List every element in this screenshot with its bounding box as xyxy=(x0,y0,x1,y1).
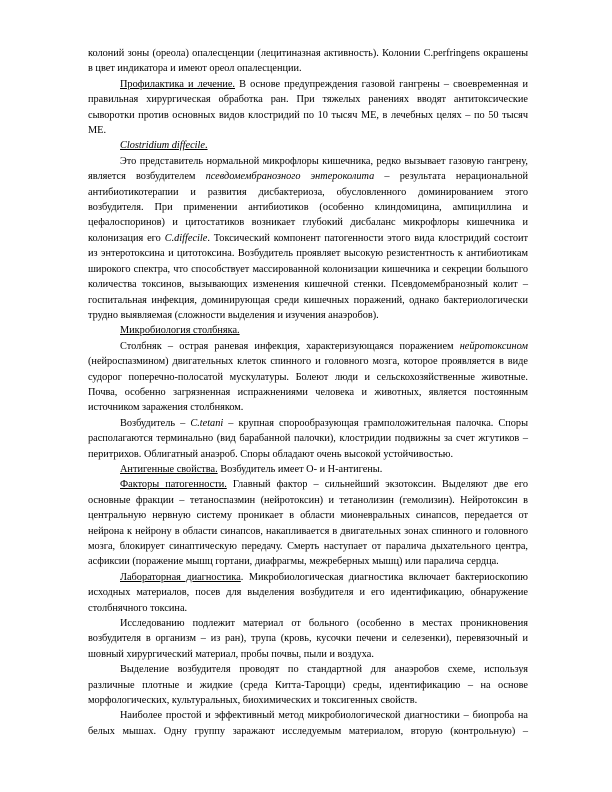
antigens-text: Возбудитель имеет О- и Н-антигены. xyxy=(217,463,383,475)
paragraph-diagnostics xyxy=(88,570,528,616)
section-heading-prevention: Профилактика и лечение. xyxy=(120,78,235,90)
paragraph-isolation: Выделение возбудителя проводят по стандартной для анаэробов схеме, используя различные плотные и жидкие (среда Китта-Тароцци) среды, идентификацию – на основе морфологических, культуральных, биохимических и токсигенных свойств. xyxy=(88,664,528,707)
pathogenicity-text: Главный фактор – сильнейший экзотоксин. Выделяют две его основные фракции – тетаноспазмин (нейротоксин) и тетанолизин (гемолизин). Нейротоксин в центральную нервную систему проникает в области мионевральных синапсов, передается от нейрона к нейрону в области синапсов, накапливается в двигательных зонах спинного и головного мозга, блокирует синаптическую передачу. Смерть наступает от паралича дыхательного центра, асфиксии (поражение мышц гортани, диафрагмы, межреберных мышц) или паралича сердца. xyxy=(88,479,528,568)
cdiff-italic-term: псевдомембранозного энтероколита xyxy=(205,171,375,183)
cdiff-text-3: . Токсический компонент патогенности этого вида клостридий состоит из энтеротоксина и цитотоксина. Возбудитель проявляет высокую резистентность к антибиотикам широкого спектра, что способствует массированной колонизации кишечника и секреции большого количества токсинов, вызывающих изменения кишечной стенки. Псевдомембранозный колит – госпитальная инфекция, доминирующая среди кишечных поражений, однако бактериологически трудно выявляемая (сложности выделения и изучения анаэробов). xyxy=(88,232,528,321)
paragraph-pathogen xyxy=(88,416,528,462)
tetanus-italic-term: нейротоксином xyxy=(459,340,528,352)
paragraph-materials: Исследованию подлежит материал от больного (особенно в местах проникновения возбудителя в организм – из ран), трупа (кровь, кусочки печени и селезенки), перевязочный и шовный хирургический материал, пробы почвы, пыли и воздуха. xyxy=(88,618,528,660)
cdiff-italic-species: C.diffecile xyxy=(164,232,208,244)
paragraph-pathogenicity xyxy=(88,477,528,569)
paragraph-antigens xyxy=(88,462,528,477)
paragraph-cdiff xyxy=(88,154,528,323)
pathogen-text-1: Возбудитель – xyxy=(120,417,191,429)
diagnostics-text: . Микробиологическая диагностика включает бактериоскопию исходных материалов, посев для выделения возбудителя и его идентификацию, обнаружение столбнячного токсина. xyxy=(88,571,528,614)
paragraph-colonies: колоний зоны (ореола) опалесценции (лецитиназная активность). Колонии C.perfringens окрашены в цвет индикатора и имеют ореол опалесценции. xyxy=(88,48,528,75)
section-heading-diagnostics: Лабораторная диагностика xyxy=(120,571,241,583)
paragraph-tetanus xyxy=(88,339,528,416)
tetanus-text-2: (нейроспазмином) двигательных клеток спинного и головного мозга, которое проявляется в виде судорог поперечно-полосатой мускулатуры. Болеют люди и сельскохозяйственные животные. Почва, особенно загрязненная испражнениями человека и животных, является постоянным источником заражения столбняком. xyxy=(88,356,528,414)
section-heading-cdiff: Clostridium diffecile xyxy=(120,140,205,152)
section-heading-tetanus: Микробиология столбняка. xyxy=(120,325,240,337)
paragraph-cdiff-heading xyxy=(88,138,528,153)
heading-dot: . xyxy=(204,140,208,152)
prevention-text: В основе предупреждения газовой гангрены – своевременная и правильная хирургическая обработка ран. При тяжелых ранениях вводят антитоксические сыворотки против основных видов клостридий по 10 тысяч МЕ, в лечебных целях – по 50 тысяч МЕ. xyxy=(88,78,528,137)
paragraph-prevention xyxy=(88,77,528,139)
cdiff-text-1: Это представитель нормальной микрофлоры кишечника, редко вызывает газовую гангрену, является возбудителем xyxy=(88,155,528,183)
pathogen-italic-species: C.tetani xyxy=(190,417,224,429)
paragraph-tetanus-heading xyxy=(88,323,528,338)
section-heading-pathogenicity: Факторы патогенности. xyxy=(120,479,227,491)
tetanus-text-1: Столбняк – острая раневая инфекция, характеризующаяся поражением xyxy=(120,340,460,352)
cdiff-text-2: – результата нерациональной антибиотикотерапии и развития дисбактериоза, обусловленного доминированием этого возбудителя. При применении антибиотиков (особенно клиндомицина, ампициллина и цефалоспоринов) и цитостатиков возникает глубокий дисбаланс микрофлоры кишечника и колонизация его xyxy=(88,171,528,244)
pathogen-text-2: – крупная спорообразующая грамположительная палочка. Споры располагаются терминально (вид барабанной палочки), клостридии подвижны за счет жгутиков – перитрихов. Облигатный анаэроб. Споры обладают очень высокой устойчивостью. xyxy=(88,417,528,460)
section-heading-antigens: Антигенные свойства. xyxy=(120,463,218,475)
paragraph-bioassay: Наиболее простой и эффективный метод микробиологической диагностики – биопроба на белых мышах. Одну группу заражают исследуемым материалом, вторую (контрольную) – xyxy=(88,710,528,737)
